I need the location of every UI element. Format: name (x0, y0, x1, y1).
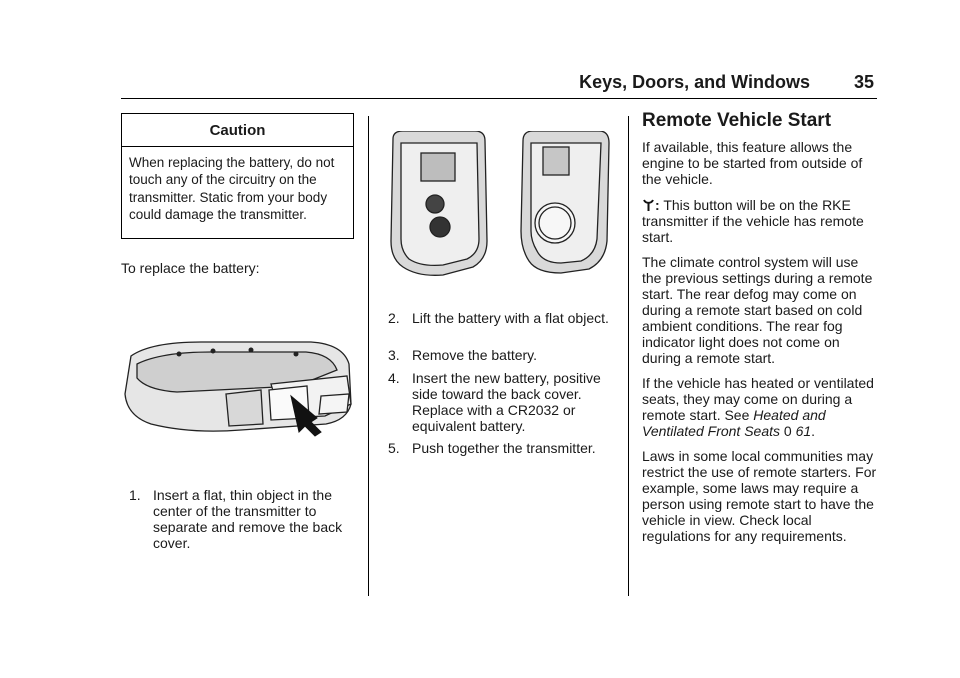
cross-reference-link[interactable]: Heated and Ventilated Front Seats (642, 407, 826, 439)
running-header: Keys, Doors, and Windows (579, 72, 810, 92)
caution-box (121, 113, 354, 239)
sentence-end: . (811, 423, 816, 439)
icon-colon: : (655, 197, 660, 213)
cross-reference-page[interactable]: 61 (795, 423, 812, 439)
page-number: 35 (853, 72, 874, 92)
step-number: 4. (388, 370, 400, 386)
column-divider-1 (368, 116, 369, 596)
step-text: Insert a flat, thin object in the center of the transmitter to separate and remove the back cover. (153, 487, 343, 551)
paragraph-remote-button (642, 196, 880, 245)
step-number: 5. (388, 440, 400, 456)
step-text: Push together the transmitter. (412, 440, 596, 456)
step-text: Lift the battery with a flat object. (412, 310, 609, 326)
page-ref-symbol: 0 (783, 423, 792, 439)
header-rule (121, 98, 877, 99)
transmitter-halves-figure (383, 131, 615, 277)
intro-text: To replace the battery: (121, 260, 260, 276)
step-number: 2. (388, 310, 400, 326)
caution-text: When replacing the battery, do not touch any of the circuitry on the transmitter. Static from your body could damage the transmitter. (129, 155, 335, 223)
section-heading: Remote Vehicle Start (642, 110, 832, 131)
paragraph-seats (642, 375, 880, 439)
caution-title: Caution (209, 122, 266, 139)
column-divider-2 (628, 116, 629, 596)
paragraph-climate: The climate control system will use the previous settings during a remote start. The rear defog may come on during a remote start based on cold ambient conditions. The rear fog indicator light does not come on during a remote start. (642, 254, 873, 366)
step-text: Insert the new battery, positive side toward the back cover. Replace with a CR2032 or equivalent battery. (412, 370, 601, 434)
remote-button-text: This button will be on the RKE transmitter if the vehicle has remote start. (642, 197, 864, 245)
step-number: 1. (129, 487, 141, 503)
seats-text: If the vehicle has heated or ventilated seats, they may come on during a remote start. See (642, 375, 874, 423)
caution-rule (122, 146, 353, 147)
transmitter-cover-figure (121, 334, 355, 446)
step-text: Remove the battery. (412, 347, 538, 363)
remote-start-body (642, 139, 880, 553)
paragraph-laws: Laws in some local communities may restrict the use of remote starters. For example, some laws may require a person using remote start to have the vehicle in view. Check local regulations for any requirements. (642, 448, 877, 544)
paragraph-intro: If available, this feature allows the engine to be started from outside of the vehicle. (642, 139, 863, 187)
step-number: 3. (388, 347, 400, 363)
remote-start-icon (642, 198, 655, 212)
